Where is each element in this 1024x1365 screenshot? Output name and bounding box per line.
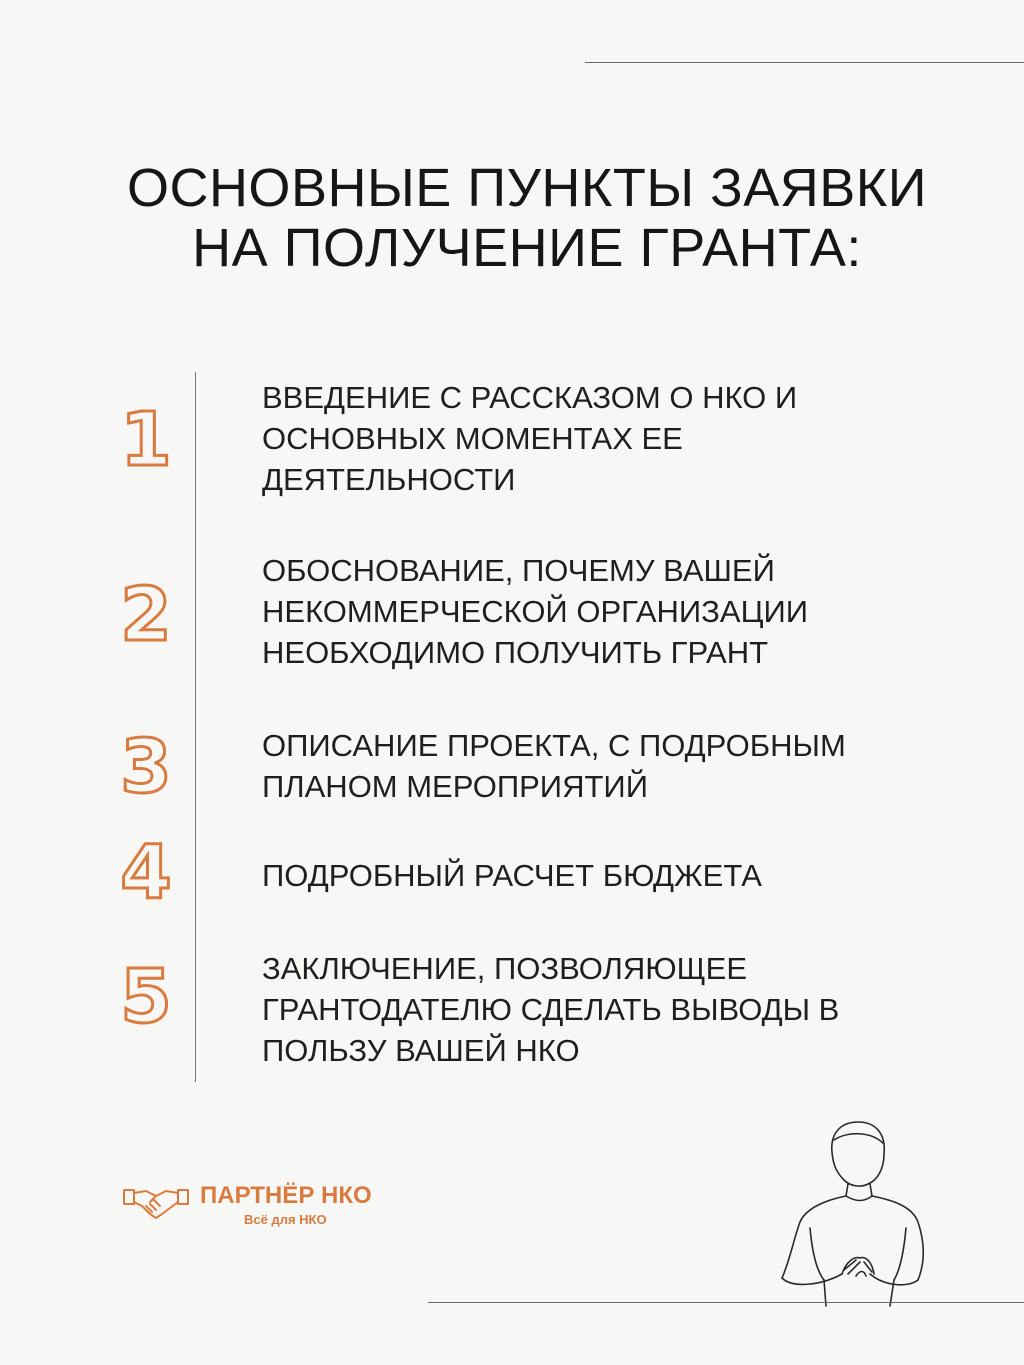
- item-number-2: 2: [120, 572, 172, 658]
- brand-tagline: Всё для НКО: [244, 1212, 327, 1227]
- title-line-2: НА ПОЛУЧЕНИЕ ГРАНТА:: [192, 218, 862, 278]
- handshake-icon: [122, 1184, 190, 1224]
- item-number-4: 4: [120, 830, 172, 916]
- item-text-2: ОБОСНОВАНИЕ, ПОЧЕМУ ВАШЕЙ НЕКОММЕРЧЕСКОЙ ОРГАНИЗАЦИИ НЕОБХОДИМО ПОЛУЧИТЬ ГРАНТ: [262, 553, 809, 670]
- top-divider: [585, 62, 1024, 63]
- item-number-5: 5: [120, 954, 172, 1040]
- bottom-divider: [428, 1302, 1024, 1303]
- item-text-3: ОПИСАНИЕ ПРОЕКТА, С ПОДРОБНЫМ ПЛАНОМ МЕРОПРИЯТИЙ: [262, 728, 846, 804]
- brand-name: ПАРТНЁР НКО: [200, 1182, 372, 1209]
- item-number-3: 3: [120, 724, 172, 810]
- item-text-4: ПОДРОБНЫЙ РАСЧЕТ БЮДЖЕТА: [262, 858, 762, 893]
- brand-logo: [122, 1180, 422, 1230]
- person-illustration: [760, 1110, 960, 1310]
- item-text-5: ЗАКЛЮЧЕНИЕ, ПОЗВОЛЯЮЩЕЕ ГРАНТОДАТЕЛЮ СДЕЛАТЬ ВЫВОДЫ В ПОЛЬЗУ ВАШЕЙ НКО: [262, 951, 840, 1068]
- title-line-1: ОСНОВНЫЕ ПУНКТЫ ЗАЯВКИ: [126, 158, 928, 218]
- timeline-divider: [195, 372, 196, 1082]
- page-title: [0, 158, 1024, 278]
- item-number-1: 1: [120, 397, 172, 483]
- item-text-1: ВВЕДЕНИЕ С РАССКАЗОМ О НКО И ОСНОВНЫХ МОМЕНТАХ ЕЕ ДЕЯТЕЛЬНОСТИ: [262, 380, 798, 497]
